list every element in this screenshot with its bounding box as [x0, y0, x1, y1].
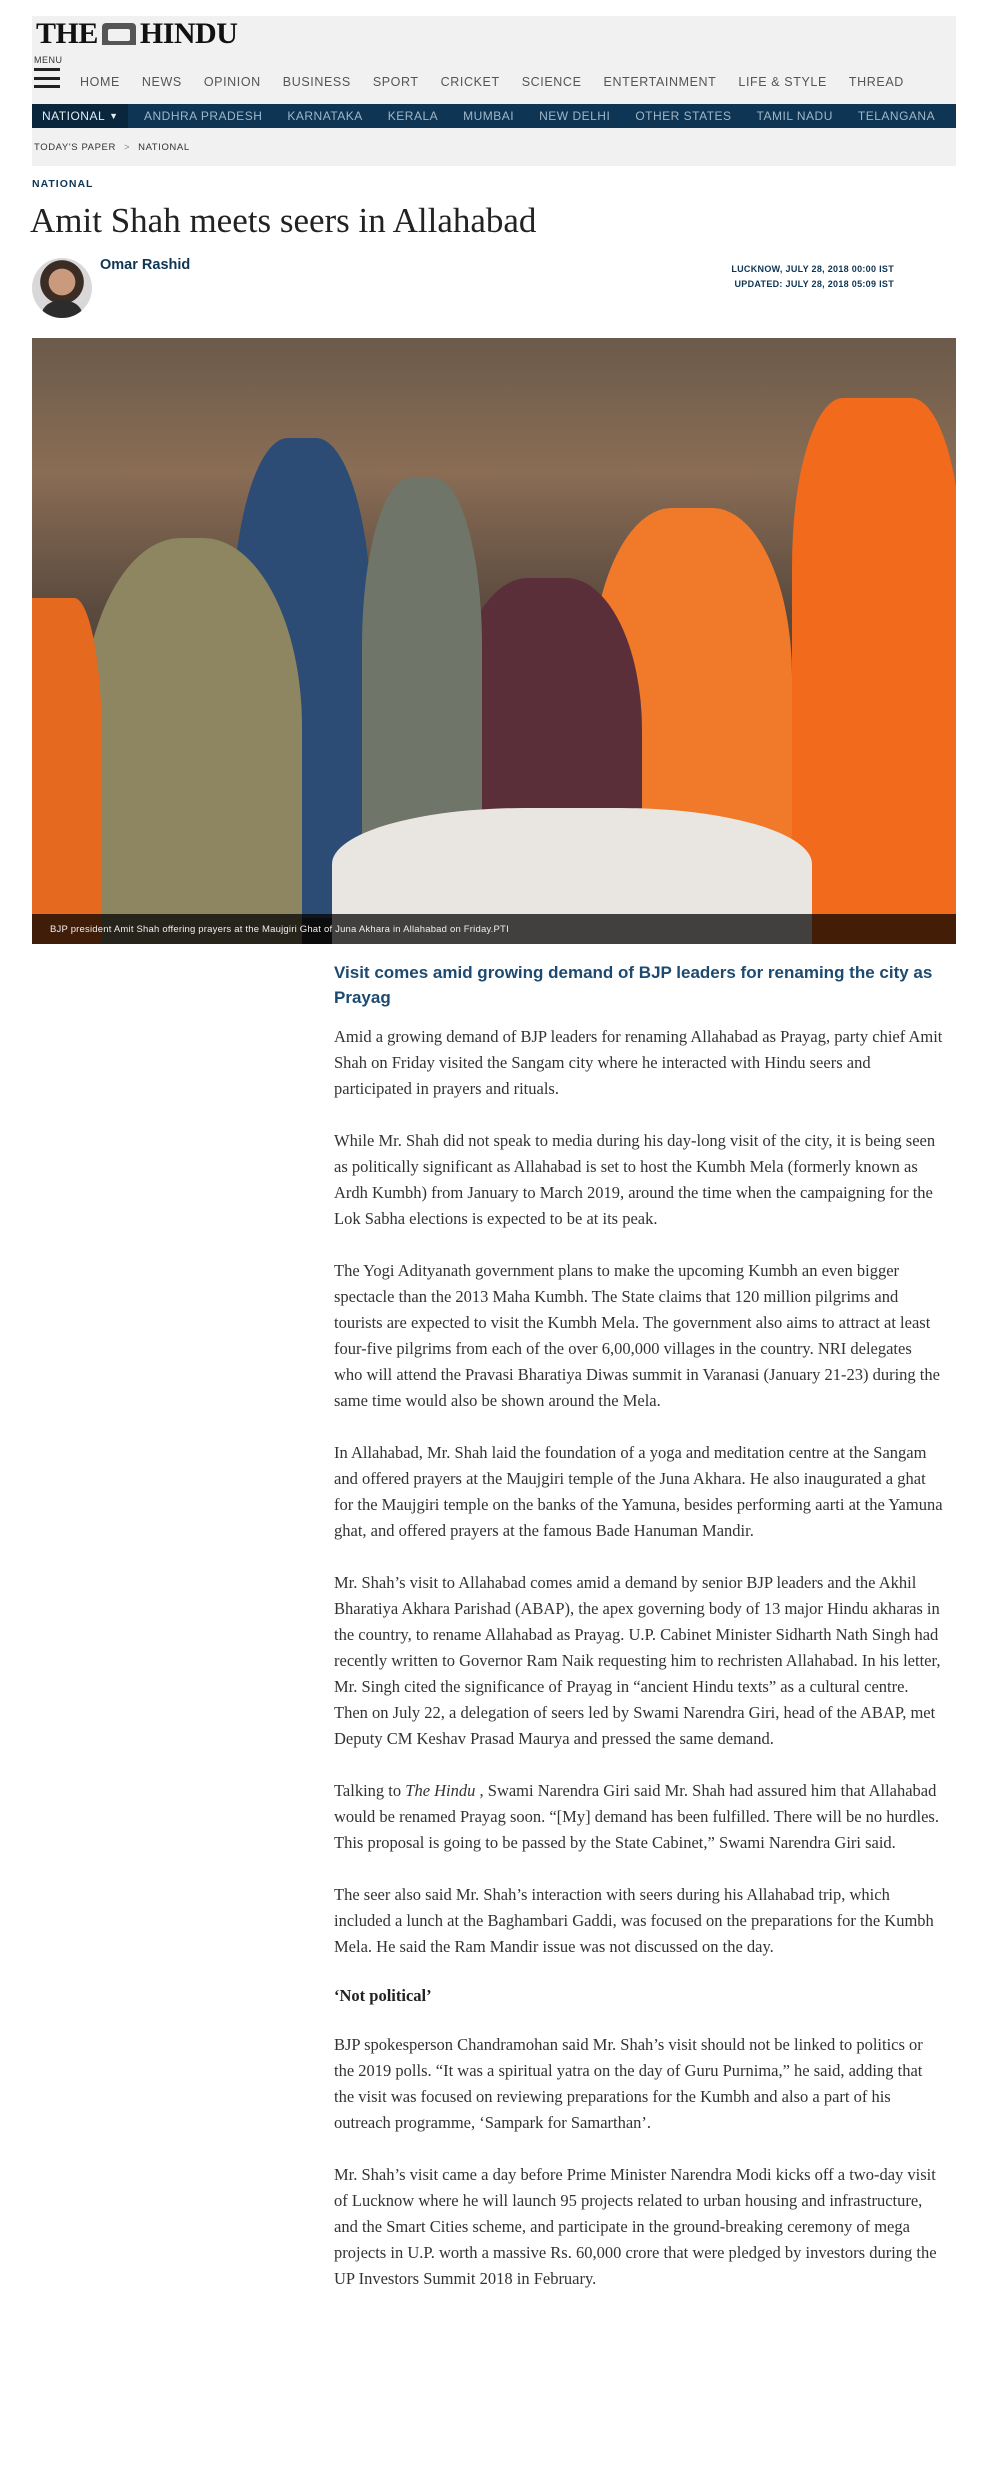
subnav-active-label: NATIONAL — [42, 109, 106, 123]
article-paragraph: Mr. Shah’s visit to Allahabad comes amid a demand by senior BJP leaders and the Akhil Bharatiya Akhara Parishad (ABAP), the apex governing body of 13 major Hindu akharas in the country, to rename Allahabad as Prayag. U.P. Cabinet Minister Sidharth Nath Singh had recently written to Governor Ram Naik requesting him to rechristen Allahabad. In his letter, Mr. Singh cited the significance of Prayag in “ancient Hindu texts” as a cultural centre. Then on July 22, a delegation of seers led by Swami Narendra Giri, head of the ABAP, met Deputy CM Keshav Prasad Maurya and pressed the same demand. — [334, 1573, 941, 1748]
author-avatar[interactable] — [32, 258, 92, 318]
talking-rest: , Swami Narendra Giri said Mr. Shah had assured him that Allahabad would be renamed Prayag soon. “[My] demand has been fulfilled. There will be no hurdles. This proposal is going to be passed by the State Cabinet,” Swami Narendra Giri said. — [334, 1781, 939, 1852]
main-nav-list — [80, 75, 904, 89]
nav-item-business[interactable]: BUSINESS — [282, 75, 351, 89]
article-paragraph-talking — [334, 1778, 944, 1856]
breadcrumb — [32, 128, 956, 166]
nav-item-news[interactable]: NEWS — [141, 75, 182, 89]
nav-item-cricket[interactable]: CRICKET — [440, 75, 500, 89]
emblem-icon — [102, 23, 136, 45]
subnav-dropdown-national[interactable] — [32, 104, 128, 128]
inline-heading: ‘Not political’ — [334, 1986, 432, 2005]
page-header — [32, 16, 956, 166]
subnav-item-karnataka[interactable]: KARNATAKA — [287, 109, 363, 123]
nav-item-sport[interactable]: SPORT — [372, 75, 419, 89]
publication-name: The Hindu — [405, 1781, 476, 1800]
logo-text-left: THE — [36, 17, 98, 50]
nav-item-thread[interactable]: THREAD — [848, 75, 904, 89]
masthead — [32, 16, 956, 52]
breadcrumb-national[interactable]: NATIONAL — [138, 141, 190, 153]
menu-label: MENU — [34, 55, 63, 65]
published-date: LUCKNOW, JULY 28, 2018 00:00 IST — [731, 264, 894, 274]
crowd-figure — [32, 598, 102, 944]
article-body — [334, 960, 944, 2318]
subnav-item-kerala[interactable]: KERALA — [387, 109, 439, 123]
hamburger-menu-icon[interactable] — [34, 68, 60, 88]
article-paragraph: The seer also said Mr. Shah’s interaction with seers during his Allahabad trip, which included a lunch at the Baghambari Gaddi, was focused on the preparations for the Kumbh Mela. He said the Ram Mandir issue was not discussed on the day. — [334, 1885, 934, 1956]
logo-text-right: HINDU — [139, 17, 238, 50]
article-paragraph: The Yogi Adityanath government plans to make the upcoming Kumbh an even bigger spectacle than the 2013 Maha Kumbh. The State claims that 120 million pilgrims and tourists are expected to visit the Kumbh Mela. The government also aims to attract at least four-five pilgrims from each of the over 6,00,000 villages in the country. NRI delegates who will attend the Pravasi Bharatiya Diwas summit in Varanasi (January 21-23) during the same time would also be shown around the Mela. — [334, 1261, 940, 1410]
article-paragraph: BJP spokesperson Chandramohan said Mr. Shah’s visit should not be linked to politics or the 2019 polls. “It was a spiritual yatra on the day of Guru Purnima,” he said, adding that the visit was focused on reviewing preparations for the Kumbh and also a part of his outreach programme, ‘Sampark for Samarthan’. — [334, 2035, 923, 2132]
main-nav — [32, 52, 956, 104]
crowd-figure — [82, 538, 302, 944]
updated-date: UPDATED: JULY 28, 2018 05:09 IST — [734, 279, 894, 289]
caret-down-icon: ▼ — [109, 111, 119, 121]
article-paragraph: Mr. Shah’s visit came a day before Prime Minister Narendra Modi kicks off a two-day visit of Lucknow where he will launch 95 projects related to urban housing and infrastructure, and the Smart Cities scheme, and participate in the ground-breaking ceremony of mega projects in U.P. worth a massive Rs. 60,000 crore that were pledged by investors during the UP Investors Summit 2018 in February. — [334, 2165, 937, 2288]
talking-prefix: Talking to — [334, 1781, 406, 1800]
hero-image — [32, 338, 956, 944]
site-logo[interactable] — [36, 17, 237, 51]
caption-bar — [32, 914, 956, 944]
article-paragraph: While Mr. Shah did not speak to media during his day-long visit of the city, it is being seen as politically significant as Allahabad is set to host the Kumbh Mela (formerly known as Ardh Kumbh) from January to March 2019, around the time when the campaigning for the Lok Sabha elections is expected to be at its peak. — [334, 1131, 936, 1228]
article-headline: Amit Shah meets seers in Allahabad — [30, 201, 537, 240]
article-subhead: Visit comes amid growing demand of BJP leaders for renaming the city as Prayag — [334, 963, 933, 1007]
subnav-item-mumbai[interactable]: MUMBAI — [463, 109, 515, 123]
subnav-item-andhra-pradesh[interactable]: ANDHRA PRADESH — [144, 109, 263, 123]
breadcrumb-todays-paper[interactable]: TODAY'S PAPER — [34, 141, 116, 153]
article-paragraph: Amid a growing demand of BJP leaders for renaming Allahabad as Prayag, party chief Amit Shah on Friday visited the Sangam city where he interacted with Hindu seers and participated in prayers and rituals. — [334, 1027, 943, 1098]
subnav-item-telangana[interactable]: TELANGANA — [857, 109, 936, 123]
subnav-list — [144, 109, 935, 123]
crowd-figure — [792, 398, 956, 944]
sub-nav — [32, 104, 956, 128]
author-name[interactable]: Omar Rashid — [100, 257, 191, 273]
article-paragraph: In Allahabad, Mr. Shah laid the foundation of a yoga and meditation centre at the Sangam and offered prayers at the Maujgiri temple of the Juna Akhara. He also inaugurated a ghat for the Maujgiri temple on the banks of the Yamuna, besides performing aarti at the Yamuna ghat, and offered prayers at the famous Bade Hanuman Mandir. — [334, 1443, 943, 1540]
subnav-item-tamil-nadu[interactable]: TAMIL NADU — [756, 109, 833, 123]
nav-item-life-style[interactable]: LIFE & STYLE — [738, 75, 827, 89]
breadcrumb-separator: > — [123, 141, 131, 153]
section-label[interactable]: NATIONAL — [32, 178, 94, 190]
nav-item-entertainment[interactable]: ENTERTAINMENT — [603, 75, 717, 89]
nav-item-opinion[interactable]: OPINION — [203, 75, 261, 89]
dateline — [731, 262, 894, 292]
subnav-item-other-states[interactable]: OTHER STATES — [635, 109, 732, 123]
subnav-item-new-delhi[interactable]: NEW DELHI — [539, 109, 611, 123]
image-caption: BJP president Amit Shah offering prayers at the Maujgiri Ghat of Juna Akhara in Allahabad on Friday.PTI — [50, 923, 509, 935]
nav-item-home[interactable]: HOME — [80, 75, 120, 89]
nav-item-science[interactable]: SCIENCE — [521, 75, 582, 89]
author-row — [32, 254, 924, 334]
